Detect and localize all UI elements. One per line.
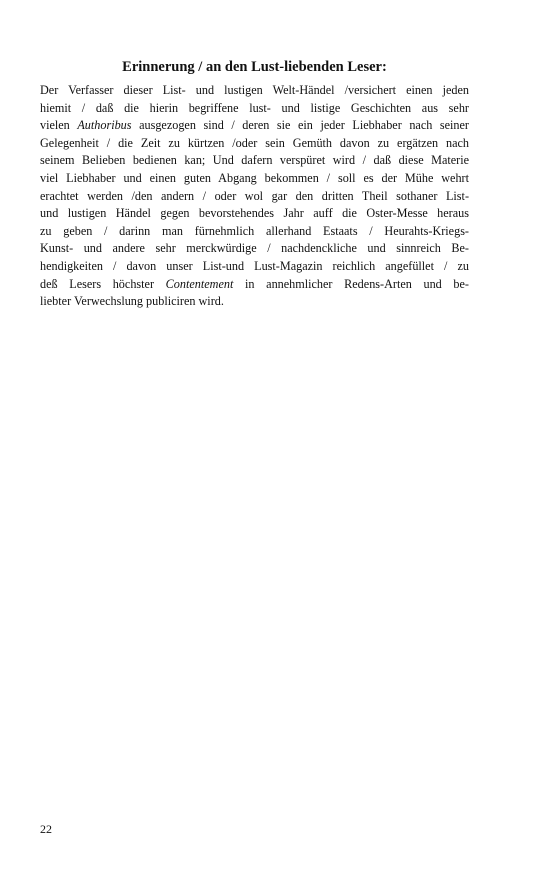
text-line: liebter Verwechslung publiciren wird. — [40, 294, 224, 309]
text-line — [40, 276, 469, 294]
text-line: zu geben / darinn man fürnehmlich allerhand Estaats / Heurahts-Kriegs- — [40, 223, 469, 238]
text-line: erachtet werden /den andern / oder wol gar den dritten Theil sothaner List- — [40, 188, 469, 203]
page-number: 22 — [40, 822, 52, 836]
text-run: in annehmlicher Redens-Arten und be- — [233, 276, 469, 291]
text-line: und lustigen Händel gegen bevorstehendes Jahr auff die Oster-Messe heraus — [40, 206, 469, 221]
text-run: deß Lesers höchster — [40, 276, 166, 291]
text-line: hiemit / daß die hierin begriffene lust- und listige Geschichten aus sehr — [40, 100, 469, 115]
text-line: Der Verfasser dieser List- und lustigen Welt-Händel /versichert einen jeden — [40, 83, 469, 97]
text-block — [40, 58, 469, 311]
text-line: seinem Belieben bedienen kan; Und dafern verspüret wird / daß diese Materie — [40, 153, 469, 168]
text-line: Kunst- und andere sehr merckwürdige / nachdenckliche und sinnreich Be- — [40, 241, 469, 256]
text-run: vielen — [40, 118, 78, 133]
text-line — [40, 117, 469, 135]
body-paragraph — [40, 82, 469, 311]
text-line: Gelegenheit / die Zeit zu kürtzen /oder sein Gemüth davon zu ergätzen nach — [40, 135, 469, 150]
text-line: viel Liebhaber und einen guten Abgang bekommen / soll es der Mühe wehrt — [40, 170, 469, 185]
italic-term: Authoribus — [77, 118, 132, 133]
text-run: ausgezogen sind / deren sie ein jeder Liebhaber nach seiner — [131, 118, 469, 133]
italic-term: Contentement — [165, 276, 234, 291]
page-title: Erinnerung / an den Lust-liebenden Leser: — [122, 59, 387, 75]
text-line: hendigkeiten / davon unser List-und Lust-Magazin reichlich angefüllet / zu — [40, 258, 469, 273]
